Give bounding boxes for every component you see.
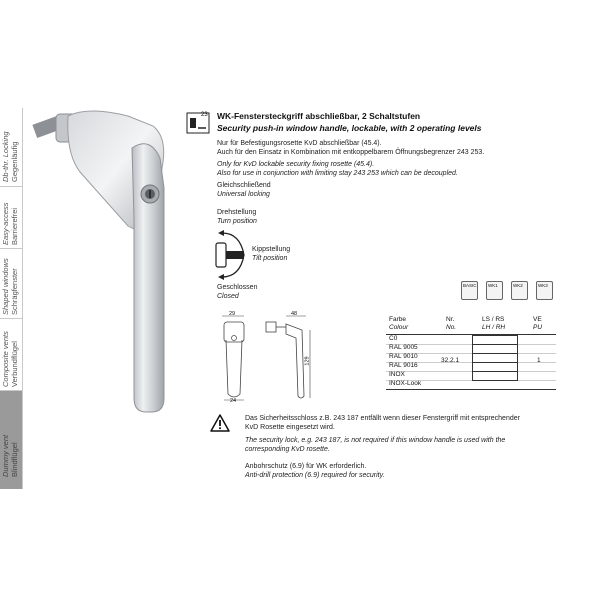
turn-position-en: Turn position bbox=[217, 218, 257, 225]
warning-icon bbox=[210, 414, 230, 432]
colour-cell: INOX-Look bbox=[389, 380, 422, 387]
tilt-position-en: Tilt position bbox=[252, 255, 288, 262]
side-tab-label-de: Blindflügel bbox=[10, 442, 19, 477]
header-ls-rs: LS / RS bbox=[482, 316, 505, 323]
handle-position-icon bbox=[212, 229, 252, 281]
badge-label: BASIC bbox=[463, 283, 477, 288]
dimension-29: 29 bbox=[229, 311, 236, 317]
side-tab-db-thr-locking[interactable] bbox=[0, 108, 23, 186]
header-colour: Colour bbox=[389, 324, 409, 331]
badge-label: WK3 bbox=[538, 283, 548, 288]
header-ve: VE bbox=[533, 316, 542, 323]
side-tab-label-de: Verbundflügel bbox=[10, 341, 19, 387]
side-tab-label-de: Barrierefrei bbox=[10, 207, 19, 245]
description-de-line: Auch für den Einsatz in Kombination mit entkoppelbarem Öffnungsbegrenzer 243 253. bbox=[217, 149, 485, 156]
colour-cell: RAL 9010 bbox=[389, 353, 418, 360]
note-de-line: KvD Rosette eingesetzt wird. bbox=[245, 424, 335, 431]
closed-position-en: Closed bbox=[217, 293, 239, 300]
note-anti-drill-de: Anbohrschutz (6.9) für WK erforderlich. bbox=[245, 463, 367, 470]
security-badge-basic bbox=[461, 281, 478, 300]
side-tab-label-en: Shaped windows bbox=[1, 258, 10, 315]
note-de-line: Das Sicherheitsschloss z.B. 243 187 entfällt wenn dieser Fenstergriff mit entsprechender bbox=[245, 415, 520, 422]
turn-position-de: Drehstellung bbox=[217, 209, 257, 216]
description bbox=[217, 139, 587, 199]
colour-cell: C0 bbox=[389, 335, 398, 342]
side-tab-shaped-windows[interactable] bbox=[0, 248, 23, 319]
closed-position-de: Geschlossen bbox=[217, 284, 258, 291]
article-number: 32.2.1 bbox=[441, 357, 460, 364]
badge-label: WK2 bbox=[513, 283, 523, 288]
locking-de: Gleichschließend bbox=[217, 182, 271, 189]
packing-unit: 1 bbox=[537, 357, 541, 364]
side-tab-dummy-vent[interactable] bbox=[0, 390, 23, 489]
dimension-48: 48 bbox=[291, 311, 298, 317]
order-box bbox=[472, 371, 518, 381]
description-en-line: Only for KvD lockable security fixing rosette (45.4). bbox=[217, 161, 375, 168]
side-tab-label-en: Dummy vent bbox=[1, 434, 10, 477]
product-photo bbox=[28, 108, 188, 418]
colour-cell: RAL 9005 bbox=[389, 344, 418, 351]
technical-drawing bbox=[210, 310, 360, 405]
colour-cell: INOX bbox=[389, 371, 405, 378]
colour-cell: RAL 9016 bbox=[389, 362, 418, 369]
page-subtitle: Security push-in window handle, lockable, with 2 operating levels bbox=[217, 123, 482, 133]
header-farbe: Farbe bbox=[389, 316, 406, 323]
side-tab-label-en: Composite vents bbox=[1, 331, 10, 387]
note-security-lock bbox=[245, 414, 585, 480]
header-pu: PU bbox=[533, 324, 543, 331]
header-nr: Nr. bbox=[446, 316, 455, 323]
header-lh-rh: LH / RH bbox=[482, 324, 506, 331]
page-number: 23 bbox=[201, 112, 208, 118]
security-badge-wk1 bbox=[486, 281, 503, 300]
description-de-line: Nur für Befestigungsrosette KvD abschließbar (45.4). bbox=[217, 140, 382, 147]
side-tab-label-en: Easy-access bbox=[1, 202, 10, 245]
security-badge-wk2 bbox=[511, 281, 528, 300]
note-en-line: The security lock, e.g. 243 187, is not required if this window handle is used with the bbox=[245, 437, 506, 444]
side-tab-label-de: Gegenläufig bbox=[10, 141, 19, 182]
note-anti-drill-en: Anti-drill protection (6.9) required for security. bbox=[245, 472, 385, 479]
tilt-position-de: Kippstellung bbox=[252, 246, 291, 253]
side-tab-label-en: Db-thr. Locking bbox=[1, 131, 10, 182]
description-en-line: Also for use in conjunction with limiting stay 243 253 which can be decoupled. bbox=[217, 170, 458, 177]
security-badge-wk3 bbox=[536, 281, 553, 300]
note-en-line: corresponding KvD rosette. bbox=[245, 446, 330, 453]
dimension-24: 24 bbox=[230, 398, 237, 404]
spec-table bbox=[386, 315, 556, 389]
header-no: No. bbox=[446, 324, 457, 331]
dimension-129: 129 bbox=[304, 356, 311, 366]
side-tab-easy-access[interactable] bbox=[0, 186, 23, 249]
page-title: WK-Fenstersteckgriff abschließbar, 2 Schaltstufen bbox=[217, 111, 421, 121]
table-row bbox=[386, 380, 556, 390]
badge-label: WK1 bbox=[488, 283, 498, 288]
side-tab-label-de: Schrägfenster bbox=[10, 268, 19, 315]
side-tab-composite-vents[interactable] bbox=[0, 318, 23, 391]
locking-en: Universal locking bbox=[217, 191, 270, 198]
